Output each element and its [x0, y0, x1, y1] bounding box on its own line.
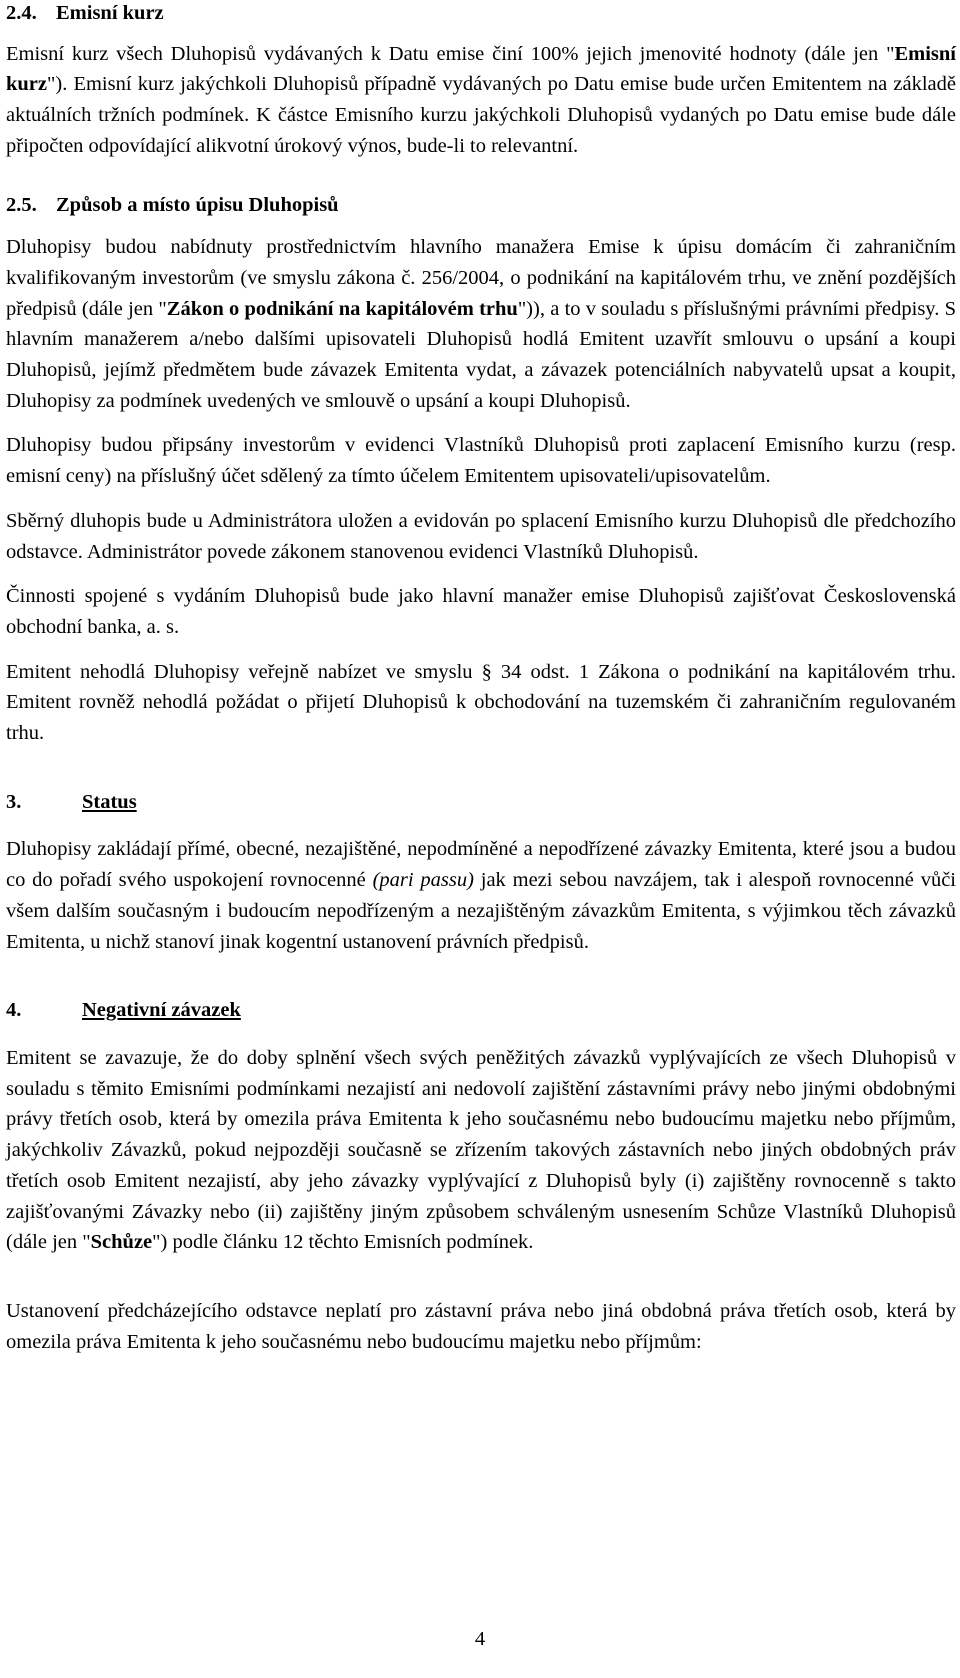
defined-term: Emisní kurz [6, 42, 956, 96]
paragraph-emission-price: Emisní kurz všech Dluhopisů vydávaných k Datu emise činí 100% jejich jmenovité hodnoty (dále jen "Emisní kurz"). Emisní kurz jakýchkoli Dluhopisů případně vydávaných po Datu emise bude určen Emitentem na základě aktuálních tržních podmínek. K částce Emisního kurzu jakýchkoli Dluhopisů vydaných po Datu emise bude dále připočten odpovídající alikvotní úrokový výnos, bude-li to relevantní. [6, 42, 956, 157]
paragraph-negative-pledge: Emitent se zavazuje, že do doby splnění všech svých peněžitých závazků vyplývajících ze všech Dluhopisů v souladu s těmito Emisními podmínkami nezajistí ani nedovolí zajištění zástavními právy nebo jinými obdobnými právy třetích osob, která by omezila práva Emitenta k jeho současnému nebo budoucímu majetku nebo příjmům, jakýchkoliv Závazků, pokud nejpozději současně se zřízením takových zástavních nebo jiných obdobných práv třetích osob Emitent nezajistí, aby jeho závazky vyplývající z Dluhopisů byly (i) zajištěny rovnocenně s takto zajišťovanými Závazky nebo (ii) zajištěny jiným způsobem schváleným usnesením Schůze Vlastníků Dluhopisů (dále jen "Schůze") podle článku 12 těchto Emisních podmínek. [6, 1046, 956, 1254]
section-4-heading [6, 995, 956, 1026]
section-number: 2.5. [6, 193, 37, 216]
paragraph-status: Dluhopisy zakládají přímé, obecné, nezajištěné, nepodmíněné a nepodřízené závazky Emitenta, které jsou a budou co do pořadí svého uspokojení rovnocenné (pari passu) jak mezi sebou navzájem, tak i alespoň rovnocenné vůči všem dalším současným i budoucím nepodřízeným a nezajištěným závazkům Emitenta, s výjimkou těch závazků Emitenta, u nichž stanoví jinak kogentní ustanovení právních předpisů. [6, 838, 956, 953]
paragraph-lead-manager: Činnosti spojené s vydáním Dluhopisů bude jako hlavní manažer emise Dluhopisů zajišťovat Československá obchodní banka, a. s. [6, 585, 956, 638]
section-title: Negativní závazek [82, 999, 241, 1022]
section-title: Způsob a místo úpisu Dluhopisů [56, 193, 339, 216]
italic-term: (pari passu) [372, 869, 474, 892]
section-number: 2.4. [6, 2, 37, 24]
section-3-heading [6, 787, 956, 818]
defined-term: Schůze [90, 1231, 153, 1254]
section-title: Emisní kurz [56, 2, 164, 24]
section-title: Status [82, 790, 137, 813]
paragraph-global-bond: Sběrný dluhopis bude u Administrátora uložen a evidován po splacení Emisního kurzu Dluhopisů dle předchozího odstavce. Administrátor povede zákonem stanovenou evidenci Vlastníků Dluhopisů. [6, 509, 956, 563]
paragraph-subscription: Dluhopisy budou nabídnuty prostřednictvím hlavního manažera Emise k úpisu domácím či zahraničním kvalifikovaným investorům (ve smyslu zákona č. 256/2004, o podnikání na kapitálovém trhu, ve znění pozdějších předpisů (dále jen "Zákon o podnikání na kapitálovém trhu")), a to v souladu s příslušnými právními předpisy. S hlavním manažerem a/nebo dalšími upisovateli Dluhopisů hodlá Emitent uzavřít smlouvu o upsání a koupi Dluhopisů, jejímž předmětem bude závazek Emitenta vydat, a závazek potenciálních nabyvatelů upsat a koupit, Dluhopisy za podmínek uvedených ve smlouvě o upsání a koupi Dluhopisů. [6, 236, 957, 412]
section-2-4-heading [6, 0, 956, 29]
paragraph-exceptions: Ustanovení předcházejícího odstavce neplatí pro zástavní práva nebo jiná obdobná práva třetích osob, která by omezila práva Emitenta k jeho současnému nebo budoucímu majetku nebo příjmům: [6, 1299, 956, 1353]
paragraph-crediting: Dluhopisy budou připsány investorům v evidenci Vlastníků Dluhopisů proti zaplacení Emisního kurzu (resp. emisní ceny) na příslušný účet sdělený za tímto účelem Emitentem upisovateli/upisovatelům. [6, 434, 956, 488]
paragraph-public-offer: Emitent nehodlá Dluhopisy veřejně nabízet ve smyslu § 34 odst. 1 Zákona o podnikání na kapitálovém trhu. Emitent rovněž nehodlá požádat o přijetí Dluhopisů k obchodování na tuzemském či zahraničním regulovaném trhu. [6, 660, 956, 745]
section-number: 4. [6, 999, 22, 1022]
section-2-5-heading [6, 190, 956, 221]
document-page [6, 0, 956, 1357]
defined-term: Zákon o podnikání na kapitálovém trhu [166, 297, 518, 320]
section-number: 3. [6, 790, 22, 813]
page-number: 4 [474, 1628, 486, 1650]
